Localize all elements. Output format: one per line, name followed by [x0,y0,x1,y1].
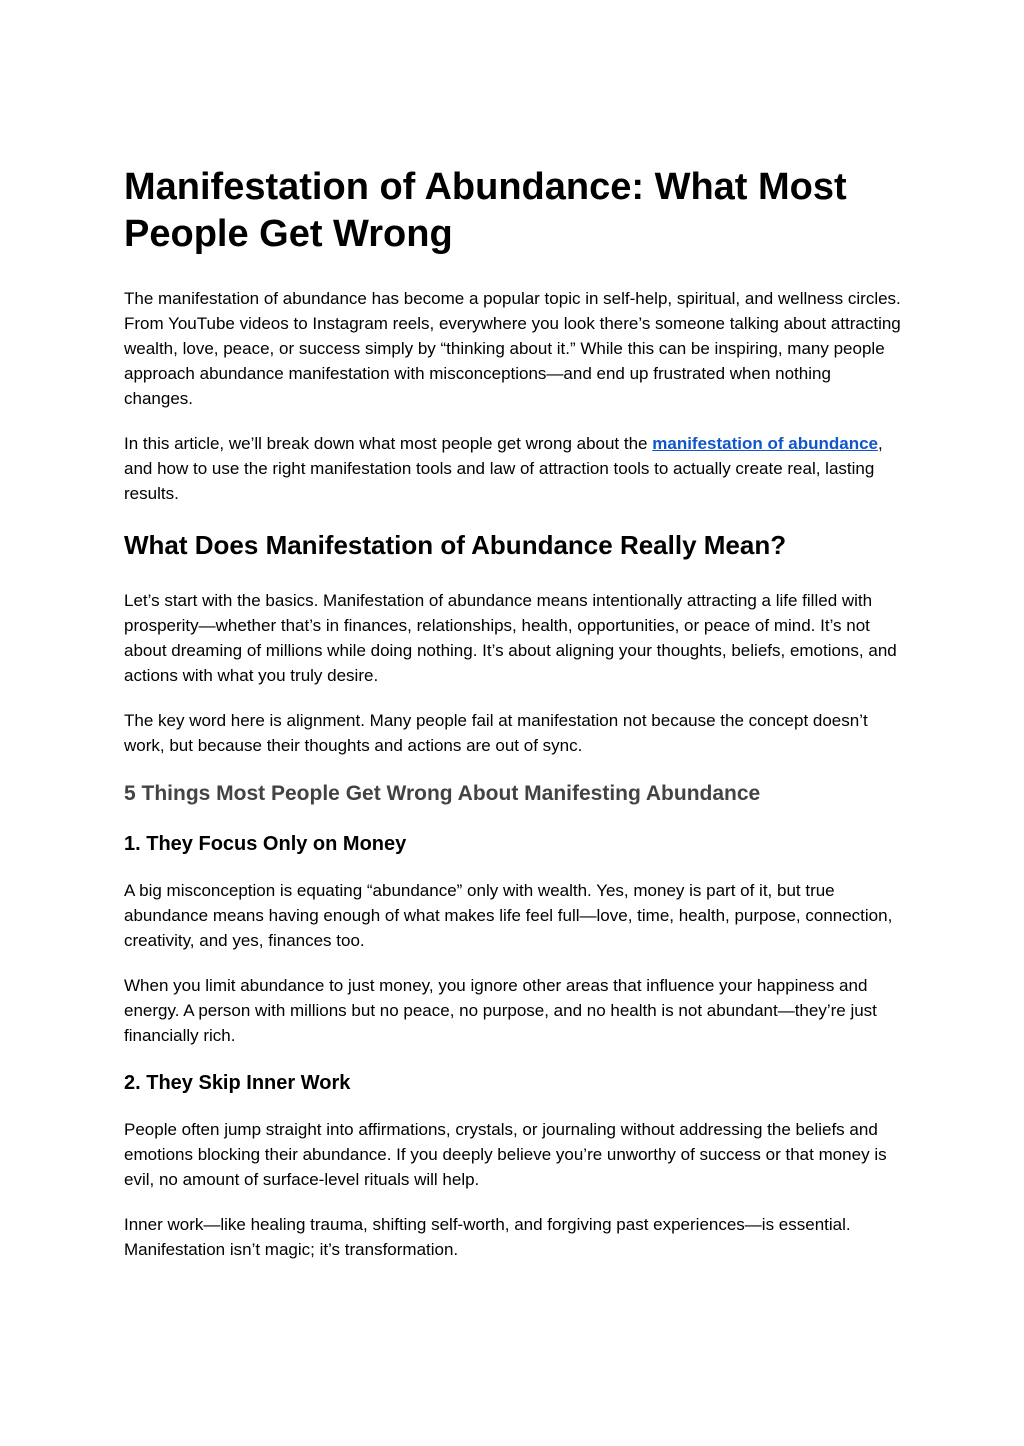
manifestation-of-abundance-link[interactable]: manifestation of abundance [652,434,878,453]
item-heading-focus-only-money: 1. They Focus Only on Money [124,833,407,855]
document-page [124,164,904,1282]
intro-paragraph-1: The manifestation of abundance has become a popular topic in self-help, spiritual, and wellness circles. From YouTube videos to Instagram reels, everywhere you look there’s someone talking about attracting wealth, love, peace, or success simply by “thinking about it.” While this can be inspiring, many people approach abundance manifestation with misconceptions—and end up frustrated when nothing changes. [124,289,901,408]
intro-paragraph-2 [124,431,904,506]
item1-paragraph-1: A big misconception is equating “abundance” only with wealth. Yes, money is part of it, but true abundance means having enough of what makes life feel full—love, time, health, purpose, connection, creativity, and yes, finances too. [124,881,893,950]
item2-paragraph-2: Inner work—like healing trauma, shifting self-worth, and forgiving past experiences—is essential. Manifestation isn’t magic; it’s transformation. [124,1215,851,1259]
intro-paragraph-2-after: , and how to use the right manifestation tools and law of attraction tools to actually create real, lasting results. [124,434,883,503]
item2-paragraph-1: People often jump straight into affirmations, crystals, or journaling without addressing the beliefs and emotions blocking their abundance. If you deeply believe you’re unworthy of success or that money is evil, no amount of surface-level rituals will help. [124,1120,887,1189]
item-heading-skip-inner-work: 2. They Skip Inner Work [124,1072,351,1094]
section1-paragraph-1: Let’s start with the basics. Manifestation of abundance means intentionally attracting a life filled with prosperity—whether that’s in finances, relationships, health, opportunities, or peace of mind. It’s not about dreaming of millions while doing nothing. It’s about aligning your thoughts, beliefs, emotions, and actions with what you truly desire. [124,591,897,685]
section1-paragraph-2: The key word here is alignment. Many people fail at manifestation not because the concept doesn’t work, but because their thoughts and actions are out of sync. [124,711,868,755]
document-title: Manifestation of Abundance: What Most People Get Wrong [124,166,847,255]
intro-paragraph-2-before: In this article, we’ll break down what most people get wrong about the [124,434,653,453]
section-heading-five-things: 5 Things Most People Get Wrong About Manifesting Abundance [124,782,761,805]
section-heading-meaning: What Does Manifestation of Abundance Really Mean? [124,530,787,560]
item1-paragraph-2: When you limit abundance to just money, you ignore other areas that influence your happiness and energy. A person with millions but no peace, no purpose, and no health is not abundant—they’re just financially rich. [124,976,877,1045]
